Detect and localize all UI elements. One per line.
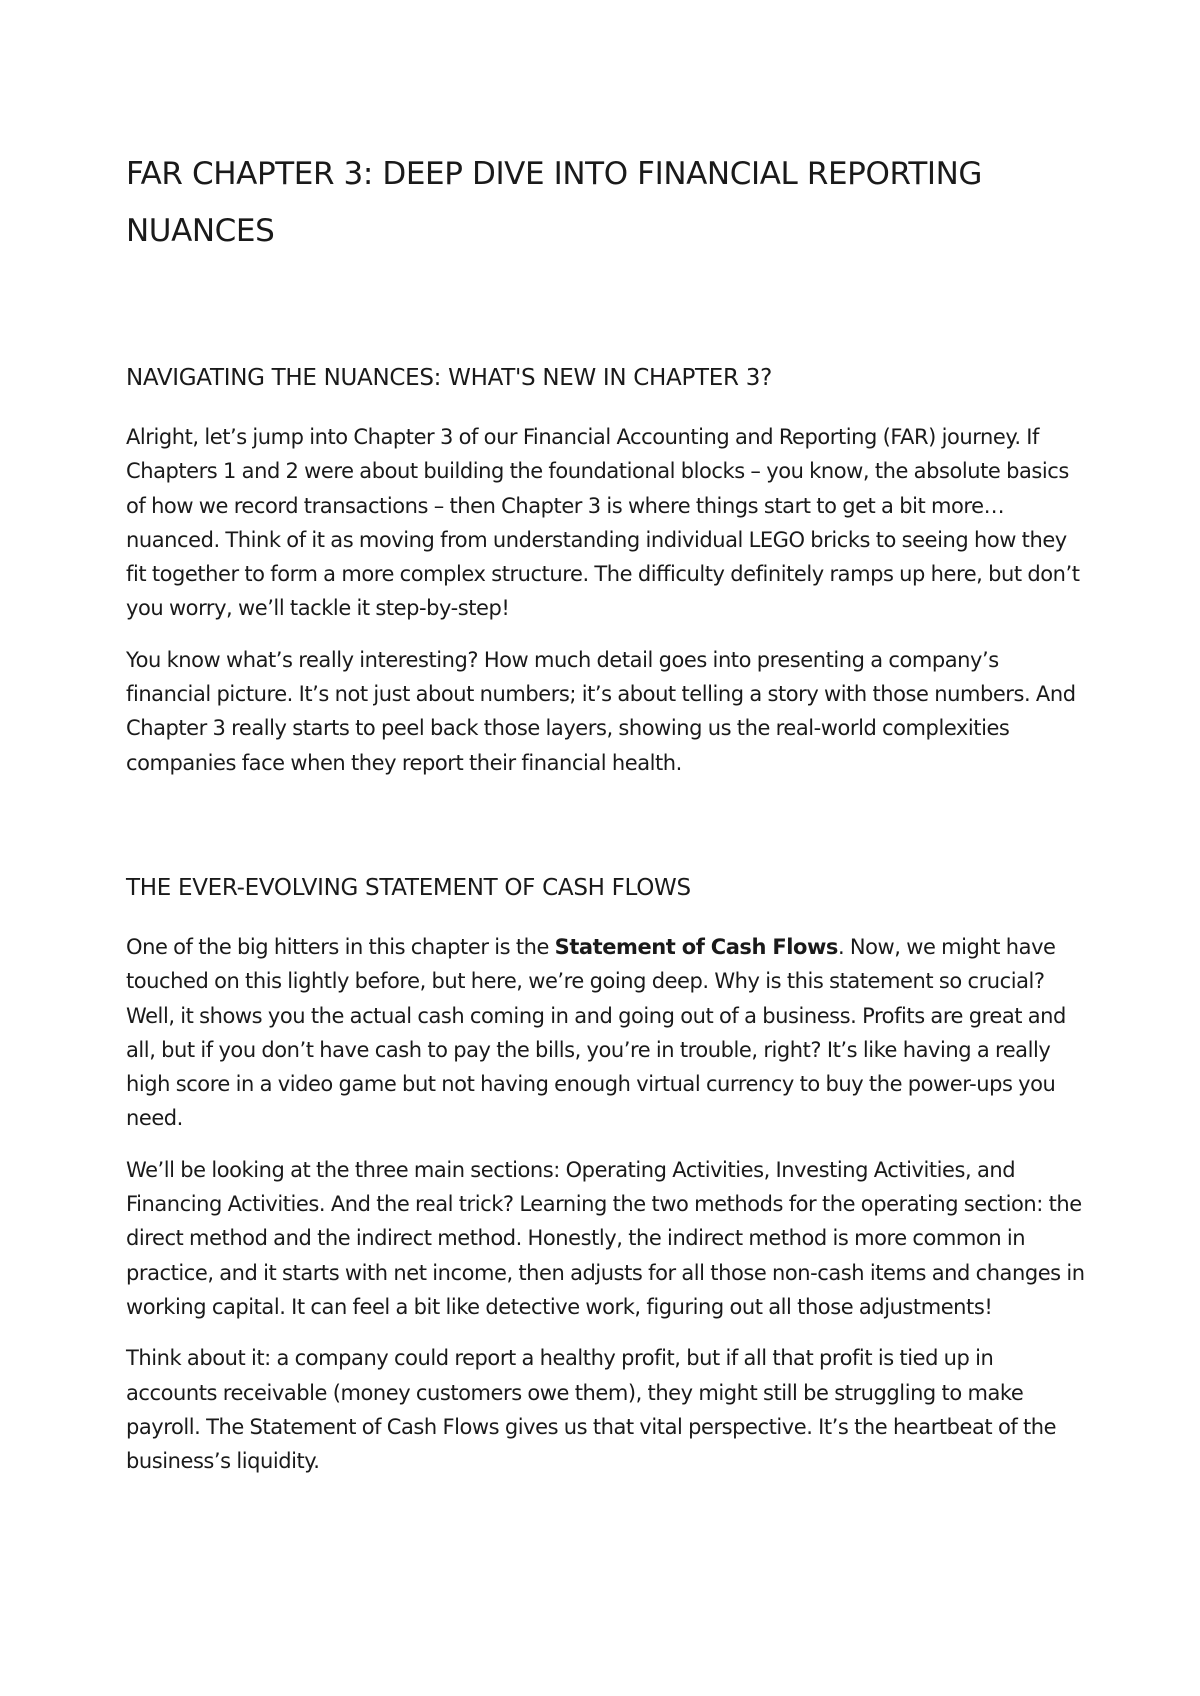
section-heading: THE EVER-EVOLVING STATEMENT OF CASH FLOWS bbox=[126, 874, 691, 901]
paragraph: Think about it: a company could report a healthy profit, but if all that profit is tied up in accounts receivable (money customers owe them), they might still be struggling to make payroll. The Statement of Cash Flows gives us that vital perspective. It’s the heartbeat of the business’s liquidity. bbox=[126, 1346, 1057, 1474]
section-navigating-nuances bbox=[126, 362, 1086, 780]
paragraph-text: One of the big hitters in this chapter is the bbox=[126, 934, 555, 959]
document-title: FAR CHAPTER 3: DEEP DIVE INTO FINANCIAL REPORTING NUANCES bbox=[126, 156, 983, 249]
bold-term: Statement of Cash Flows bbox=[554, 934, 838, 959]
document-page bbox=[126, 146, 1086, 1478]
paragraph: Alright, let’s jump into Chapter 3 of our Financial Accounting and Reporting (FAR) journey. If Chapters 1 and 2 were about building the foundational blocks – you know, the absolute basics of how we record transactions – then Chapter 3 is where things start to get a bit more… nuanced. Think of it as moving from understanding individual LEGO bricks to seeing how they fit together to form a more complex structure. The difficulty definitely ramps up here, but don’t you worry, we’ll tackle it step-by-step! bbox=[126, 425, 1080, 621]
paragraph-text: . Now, we might have touched on this lightly before, but here, we’re going deep. Why is this statement so crucial? Well, it shows you the actual cash coming in and going out of a business. Profits are great and all, but if you don’t have cash to pay the bills, you’re in trouble, right? It’s like having a really high score in a video game but not having enough virtual currency to buy the power-ups you need. bbox=[126, 934, 1066, 1131]
paragraph bbox=[126, 930, 1086, 1136]
paragraph: You know what’s really interesting? How much detail goes into presenting a company’s financial picture. It’s not just about numbers; it’s about telling a story with those numbers. And Chapter 3 really starts to peel back those layers, showing us the real-world complexities companies face when they report their financial health. bbox=[126, 647, 1076, 775]
section-heading: NAVIGATING THE NUANCES: WHAT'S NEW IN CHAPTER 3? bbox=[126, 365, 772, 391]
section-statement-of-cash-flows bbox=[126, 872, 1086, 1478]
paragraph: We’ll be looking at the three main sections: Operating Activities, Investing Activities, and Financing Activities. And the real trick? Learning the two methods for the operating section: the direct method and the indirect method. Honestly, the indirect method is more common in practice, and it starts with net income, then adjusts for all those non-cash items and changes in working capital. It can feel a bit like detective work, figuring out all those adjustments! bbox=[126, 1157, 1085, 1319]
